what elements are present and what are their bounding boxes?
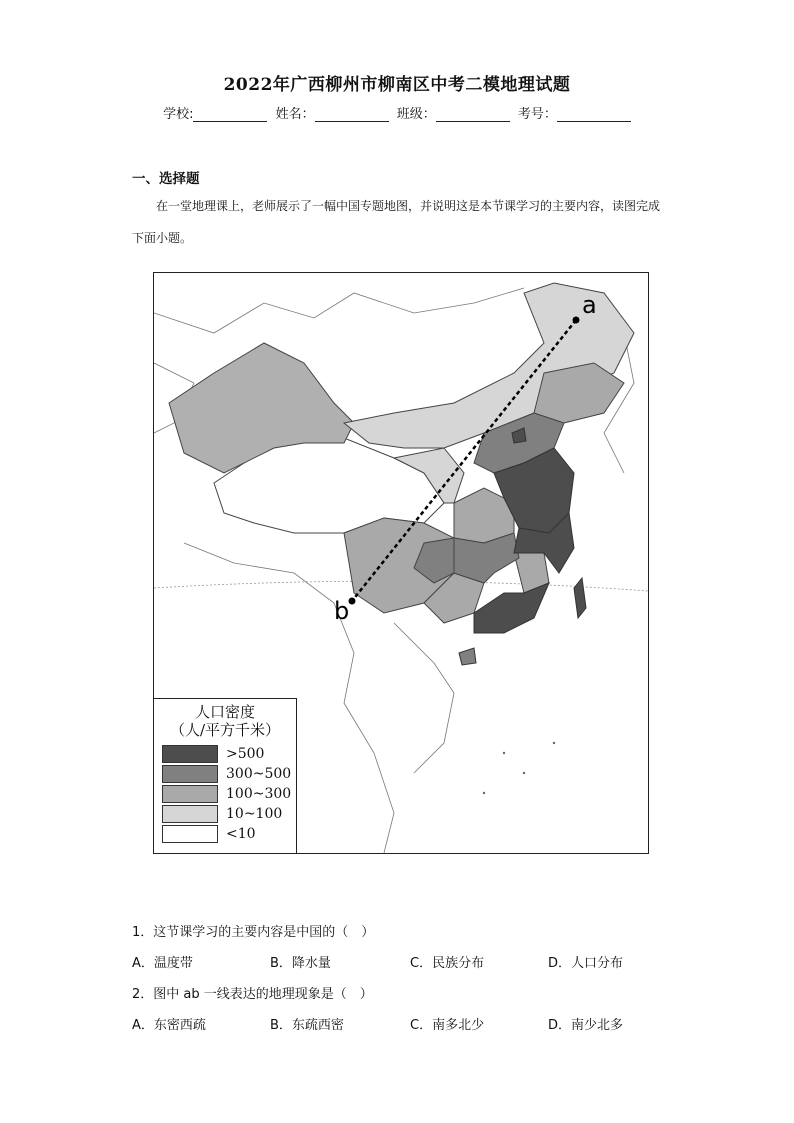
island-dot xyxy=(503,752,505,754)
legend-swatch xyxy=(162,805,218,823)
legend-item-10-100 xyxy=(162,805,292,824)
field-class-blank[interactable] xyxy=(436,107,510,122)
legend-title-line2: （人/平方千米） xyxy=(169,721,281,739)
question-2-option-a[interactable]: A．东密西疏 xyxy=(132,1018,206,1033)
island-dot xyxy=(483,792,485,794)
legend-item-100-300 xyxy=(162,785,292,804)
legend-item-gt500 xyxy=(162,745,292,764)
field-class[interactable] xyxy=(397,103,510,122)
legend-title xyxy=(154,703,296,739)
field-name[interactable] xyxy=(276,103,389,122)
point-a-marker xyxy=(573,317,580,324)
map-legend xyxy=(154,698,297,853)
point-a-label: a xyxy=(582,291,597,319)
point-b-marker xyxy=(349,598,356,605)
legend-title-line1: 人口密度 xyxy=(194,703,255,721)
point-b-label: b xyxy=(334,597,350,625)
field-name-label: 姓名： xyxy=(275,107,315,122)
question-1-option-b[interactable]: B．降水量 xyxy=(270,956,331,971)
legend-label: 10~100 xyxy=(226,806,283,822)
field-school-blank[interactable] xyxy=(193,107,267,122)
field-school[interactable] xyxy=(163,103,267,122)
legend-label: 100~300 xyxy=(226,786,292,802)
student-info-fields xyxy=(0,103,794,122)
region-hainan xyxy=(459,648,476,665)
question-2-option-b[interactable]: B．东疏西密 xyxy=(270,1018,344,1033)
section-title: 一、选择题 xyxy=(132,171,200,187)
question-1-stem: 1．这节课学习的主要内容是中国的（ ） xyxy=(132,925,375,940)
legend-label: 300~500 xyxy=(226,766,292,782)
question-1-option-a[interactable]: A．温度带 xyxy=(132,956,193,971)
legend-swatch xyxy=(162,765,218,783)
border-outline-indochina xyxy=(394,623,454,773)
question-2-option-d[interactable]: D．南少北多 xyxy=(548,1018,624,1033)
field-name-blank[interactable] xyxy=(315,107,389,122)
population-density-map xyxy=(153,272,649,854)
question-1-option-c[interactable]: C．民族分布 xyxy=(410,956,485,971)
legend-item-lt10 xyxy=(162,825,292,844)
question-2-option-c[interactable]: C．南多北少 xyxy=(410,1018,485,1033)
border-outline-north xyxy=(154,288,524,333)
question-2-stem: 2．图中 ab 一线表达的地理现象是（ ） xyxy=(132,987,373,1002)
island-dot xyxy=(553,742,555,744)
field-exam-number-label: 考号： xyxy=(517,107,557,122)
field-exam-number[interactable] xyxy=(518,103,631,122)
legend-swatch xyxy=(162,785,218,803)
field-class-label: 班级： xyxy=(396,107,436,122)
page-title: 2022年广西柳州市柳南区中考二模地理试题 xyxy=(223,75,571,95)
question-1-option-d[interactable]: D．人口分布 xyxy=(548,956,624,971)
legend-label: <10 xyxy=(226,826,256,842)
island-dot xyxy=(523,772,525,774)
region-guangdong xyxy=(474,583,549,633)
field-school-label: 学校: xyxy=(163,107,194,122)
intro-paragraph: 在一堂地理课上，老师展示了一幅中国专题地图，并说明这是本节课学习的主要内容，读图完成下面小题。 xyxy=(132,199,661,245)
field-exam-number-blank[interactable] xyxy=(557,107,631,122)
region-taiwan xyxy=(574,578,586,618)
legend-label: >500 xyxy=(226,746,265,762)
legend-swatch xyxy=(162,745,218,763)
legend-swatch xyxy=(162,825,218,843)
legend-item-300-500 xyxy=(162,765,292,784)
